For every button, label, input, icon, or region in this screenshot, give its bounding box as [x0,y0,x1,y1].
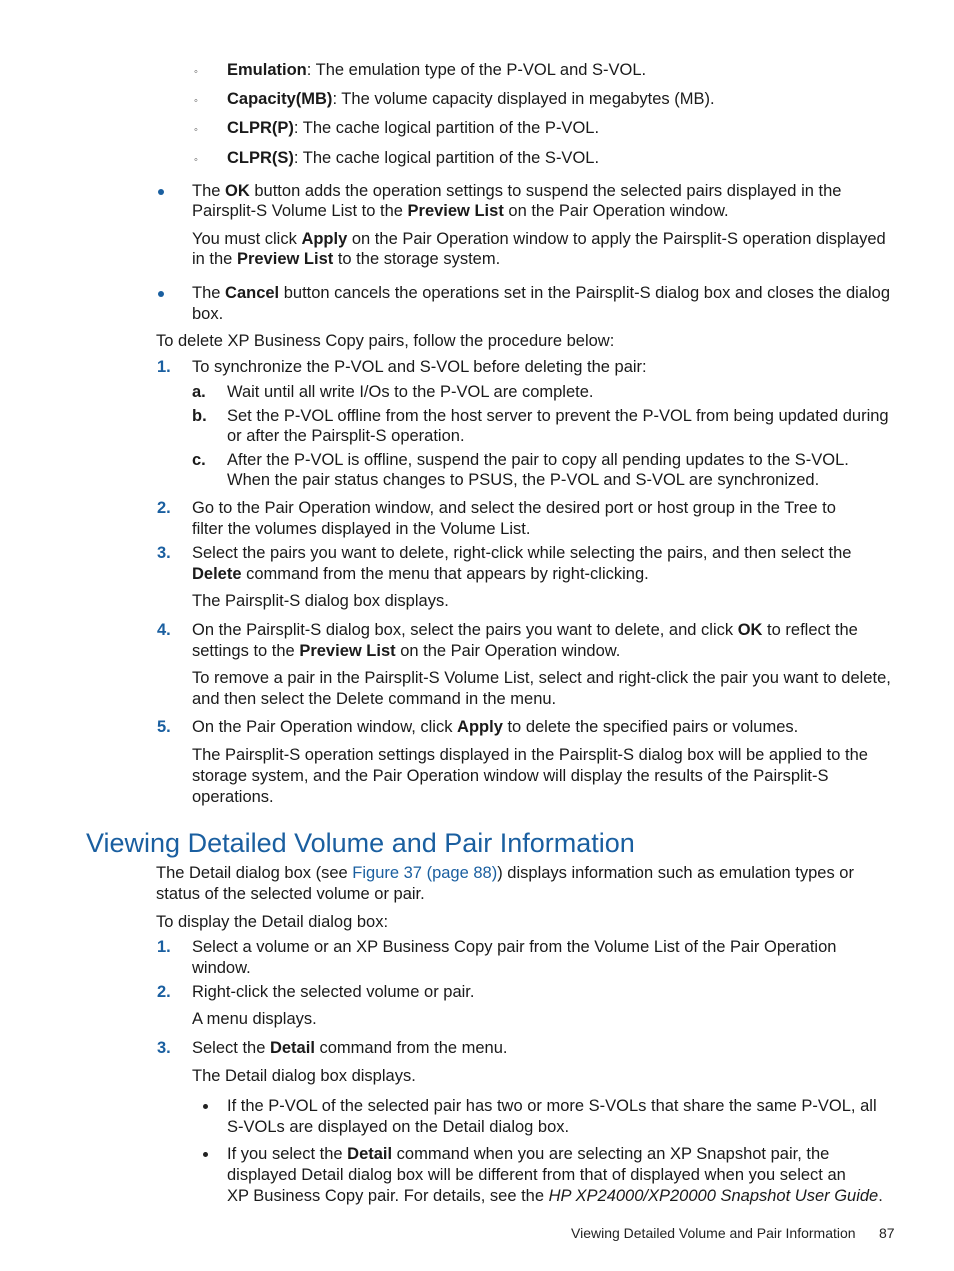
step-4-note-line-2: and then select the Delete command in the menu. [192,690,557,708]
section-heading: Viewing Detailed Volume and Pair Information [86,828,635,858]
note-bullet-2-line-2: displayed Detail dialog box will be different from that of displayed when you select an [227,1166,846,1184]
ok-bullet-para-line-1: You must click Apply on the Pair Operation window to apply the Pairsplit-S operation displayed [192,230,886,248]
delete-intro: To delete XP Business Copy pairs, follow the procedure below: [156,332,615,350]
substep-letter: a. [192,383,206,401]
step-4-note-line-1: To remove a pair in the Pairsplit-S Volume List, select and right-click the pair you want to delete, [192,669,891,687]
substep-a-text: Wait until all write I/Os to the P-VOL are complete. [227,383,594,401]
display-step-2-text: Right-click the selected volume or pair. [192,983,475,1001]
ok-bullet-line-2: Pairsplit-S Volume List to the Preview List on the Pair Operation window. [192,202,729,220]
substep-b-line-1: Set the P-VOL offline from the host server to prevent the P-VOL from being updated during [227,407,889,425]
step-2-line-2: filter the volumes displayed in the Volume List. [192,520,531,538]
step-5-note-line-1: The Pairsplit-S operation settings displayed in the Pairsplit-S dialog box will be applied to the [192,746,868,764]
cancel-bullet-line-1: The Cancel button cancels the operations set in the Pairsplit-S dialog box and closes the dialog [192,284,891,302]
substep-letter: b. [192,407,207,425]
display-step-1-line-1: Select a volume or an XP Business Copy pair from the Volume List of the Pair Operation [192,938,837,956]
step-5-note-line-3: operations. [192,788,274,806]
step-1-text: To synchronize the P-VOL and S-VOL before deleting the pair: [192,358,647,376]
step-number: 2. [157,983,171,1001]
figure-link[interactable]: Figure 37 (page 88) [352,864,498,882]
sub-item-capacity: Capacity(MB): The volume capacity displayed in megabytes (MB). [227,90,715,108]
step-3-line-1: Select the pairs you want to delete, right-click while selecting the pairs, and then select the [192,544,852,562]
step-number: 1. [157,358,171,376]
bullet-icon [158,189,164,195]
note-bullet-1-line-2: S-VOLs are displayed on the Detail dialog box. [227,1118,570,1136]
cancel-bullet-line-2: box. [192,305,224,323]
step-number: 2. [157,499,171,517]
step-number: 3. [157,544,171,562]
substep-letter: c. [192,451,206,469]
section-intro-line-1: The Detail dialog box (see Figure 37 (page 88)) displays information such as emulation types or [156,864,854,882]
note-bullet-2-line-1: If you select the Detail command when you are selecting an XP Snapshot pair, the [227,1145,830,1163]
page-number: 87 [879,1225,895,1241]
circle-bullet-icon: ◦ [194,66,198,78]
substep-c-line-2: When the pair status changes to PSUS, the P-VOL and S-VOL are synchronized. [227,471,820,489]
note-bullet-1-line-1: If the P-VOL of the selected pair has two or more S-VOLs that share the same P-VOL, all [227,1097,877,1115]
bullet-icon [203,1104,208,1109]
substep-b-line-2: or after the Pairsplit-S operation. [227,427,465,445]
step-3-result: The Pairsplit-S dialog box displays. [192,592,449,610]
section-intro-line-2: status of the selected volume or pair. [156,885,425,903]
display-intro: To display the Detail dialog box: [156,913,389,931]
circle-bullet-icon: ◦ [194,154,198,166]
step-5-note-line-2: storage system, and the Pair Operation window will display the results of the Pairsplit-S [192,767,829,785]
step-number: 5. [157,718,171,736]
ok-bullet-line-1: The OK button adds the operation settings to suspend the selected pairs displayed in the [192,182,842,200]
display-step-2-result: A menu displays. [192,1010,317,1028]
step-number: 4. [157,621,171,639]
bullet-icon [203,1152,208,1157]
step-2-line-1: Go to the Pair Operation window, and select the desired port or host group in the Tree to [192,499,836,517]
footer-title: Viewing Detailed Volume and Pair Information [571,1225,856,1241]
circle-bullet-icon: ◦ [194,95,198,107]
note-bullet-2-line-3: XP Business Copy pair. For details, see the HP XP24000/XP20000 Snapshot User Guide. [227,1187,883,1205]
bullet-icon [158,291,164,297]
circle-bullet-icon: ◦ [194,124,198,136]
step-3-line-2: Delete command from the menu that appears by right-clicking. [192,565,649,583]
display-step-3-result: The Detail dialog box displays. [192,1067,416,1085]
step-4-line-1: On the Pairsplit-S dialog box, select the pairs you want to delete, and click OK to reflect the [192,621,858,639]
step-number: 1. [157,938,171,956]
substep-c-line-1: After the P-VOL is offline, suspend the pair to copy all pending updates to the S-VOL. [227,451,849,469]
display-step-3-text: Select the Detail command from the menu. [192,1039,508,1057]
ok-bullet-para-line-2: in the Preview List to the storage system. [192,250,501,268]
step-5-line-1: On the Pair Operation window, click Apply to delete the specified pairs or volumes. [192,718,799,736]
step-4-line-2: settings to the Preview List on the Pair Operation window. [192,642,621,660]
sub-item-emulation: Emulation: The emulation type of the P-VOL and S-VOL. [227,61,647,79]
sub-item-clpr-p: CLPR(P): The cache logical partition of the P-VOL. [227,119,600,137]
display-step-1-line-2: window. [192,959,251,977]
sub-item-clpr-s: CLPR(S): The cache logical partition of the S-VOL. [227,149,600,167]
step-number: 3. [157,1039,171,1057]
